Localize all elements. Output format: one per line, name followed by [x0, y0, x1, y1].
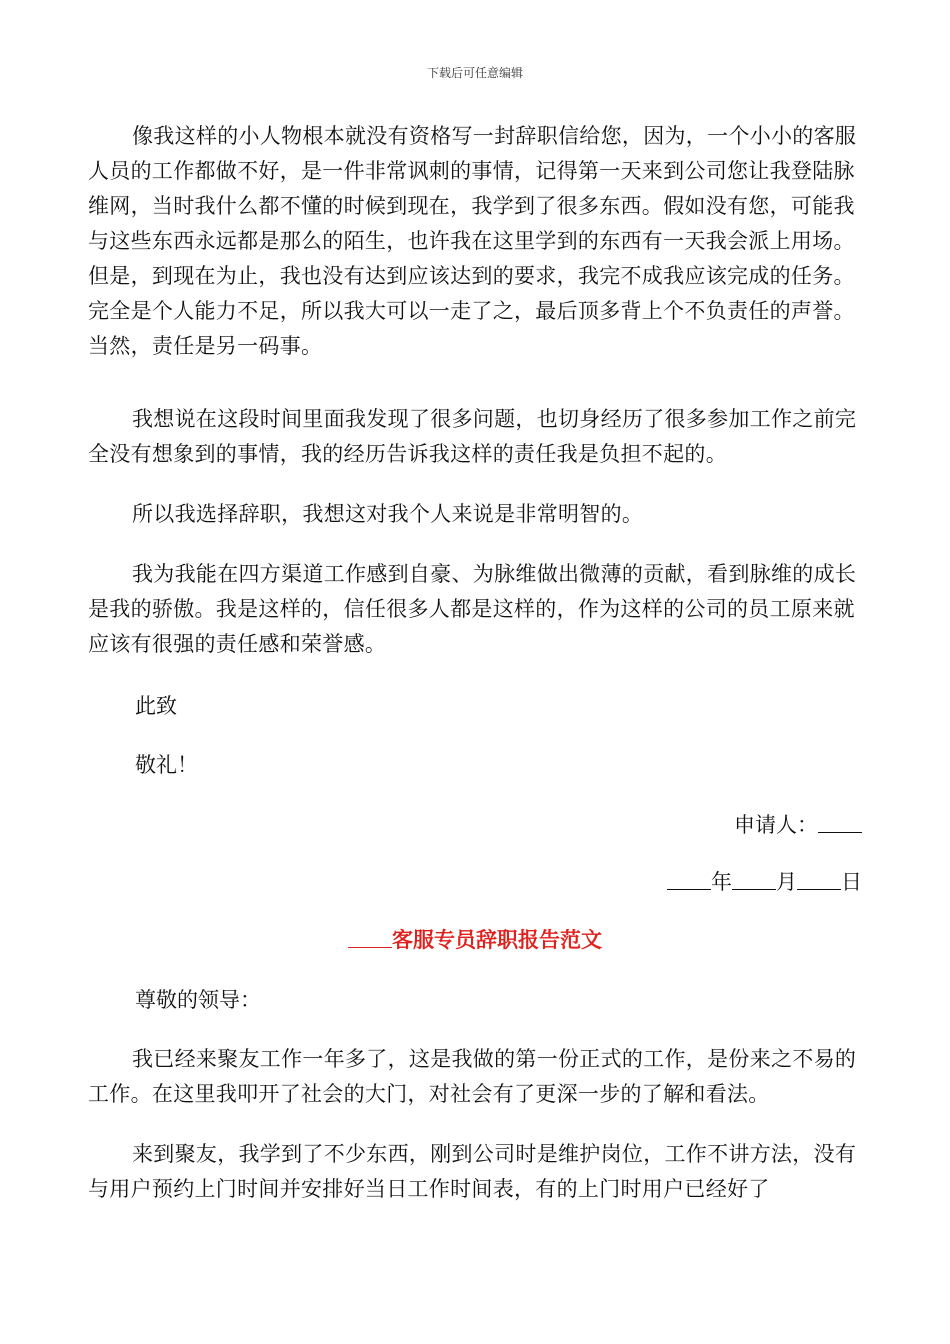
- body-paragraph-3: 所以我选择辞职，我想这对我个人来说是非常明智的。: [132, 502, 644, 526]
- applicant-label: 申请人：: [734, 813, 818, 837]
- page-header: 下载后可任意编辑: [426, 66, 523, 80]
- month-label: 月: [776, 870, 797, 894]
- applicant-line: [734, 808, 862, 843]
- day-label: 日: [841, 870, 862, 894]
- title-blank: [348, 927, 392, 948]
- closing-salute: 敬礼！: [135, 753, 198, 777]
- body-paragraph-2: 我想说在这段时间里面我发现了很多问题，也切身经历了很多参加工作之前完全没有想象到的事情，我的经历告诉我这样的责任我是负担不起的。: [88, 407, 857, 466]
- body2-paragraph-2: 来到聚友，我学到了不少东西，刚到公司时是维护岗位，工作不讲方法，没有与用户预约上门时间并安排好当日工作时间表，有的上门时用户已经好了: [88, 1142, 857, 1201]
- day-blank: [797, 869, 841, 890]
- document-title: [0, 923, 950, 958]
- applicant-blank: [818, 812, 862, 833]
- date-line: [667, 865, 862, 900]
- year-blank: [667, 869, 711, 890]
- body-paragraph-1: 像我这样的小人物根本就没有资格写一封辞职信给您，因为，一个小小的客服人员的工作都做不好，是一件非常讽刺的事情，记得第一天来到公司您让我登陆脉维网，当时我什么都不懂的时候到现在，我学到了很多东西。假如没有您，可能我与这些东西永远都是那么的陌生，也许我在这里学到的东西有一天我会派上用场。但是，到现在为止，我也没有达到应该达到的要求，我完不成我应该完成的任务。完全是个人能力不足，所以我大可以一走了之，最后顶多背上个不负责任的声誉。当然，责任是另一码事。: [88, 124, 857, 358]
- month-blank: [732, 869, 776, 890]
- salutation: 尊敬的领导：: [135, 988, 261, 1012]
- closing-regards: 此致: [135, 694, 177, 718]
- title-text: 客服专员辞职报告范文: [392, 928, 602, 952]
- body2-paragraph-1: 我已经来聚友工作一年多了，这是我做的第一份正式的工作，是份来之不易的工作。在这里我叩开了社会的大门，对社会有了更深一步的了解和看法。: [88, 1047, 857, 1106]
- body-paragraph-4: 我为我能在四方渠道工作感到自豪、为脉维做出微薄的贡献，看到脉维的成长是我的骄傲。我是这样的，信任很多人都是这样的，作为这样的公司的员工原来就应该有很强的责任感和荣誉感。: [88, 562, 857, 656]
- year-label: 年: [711, 870, 732, 894]
